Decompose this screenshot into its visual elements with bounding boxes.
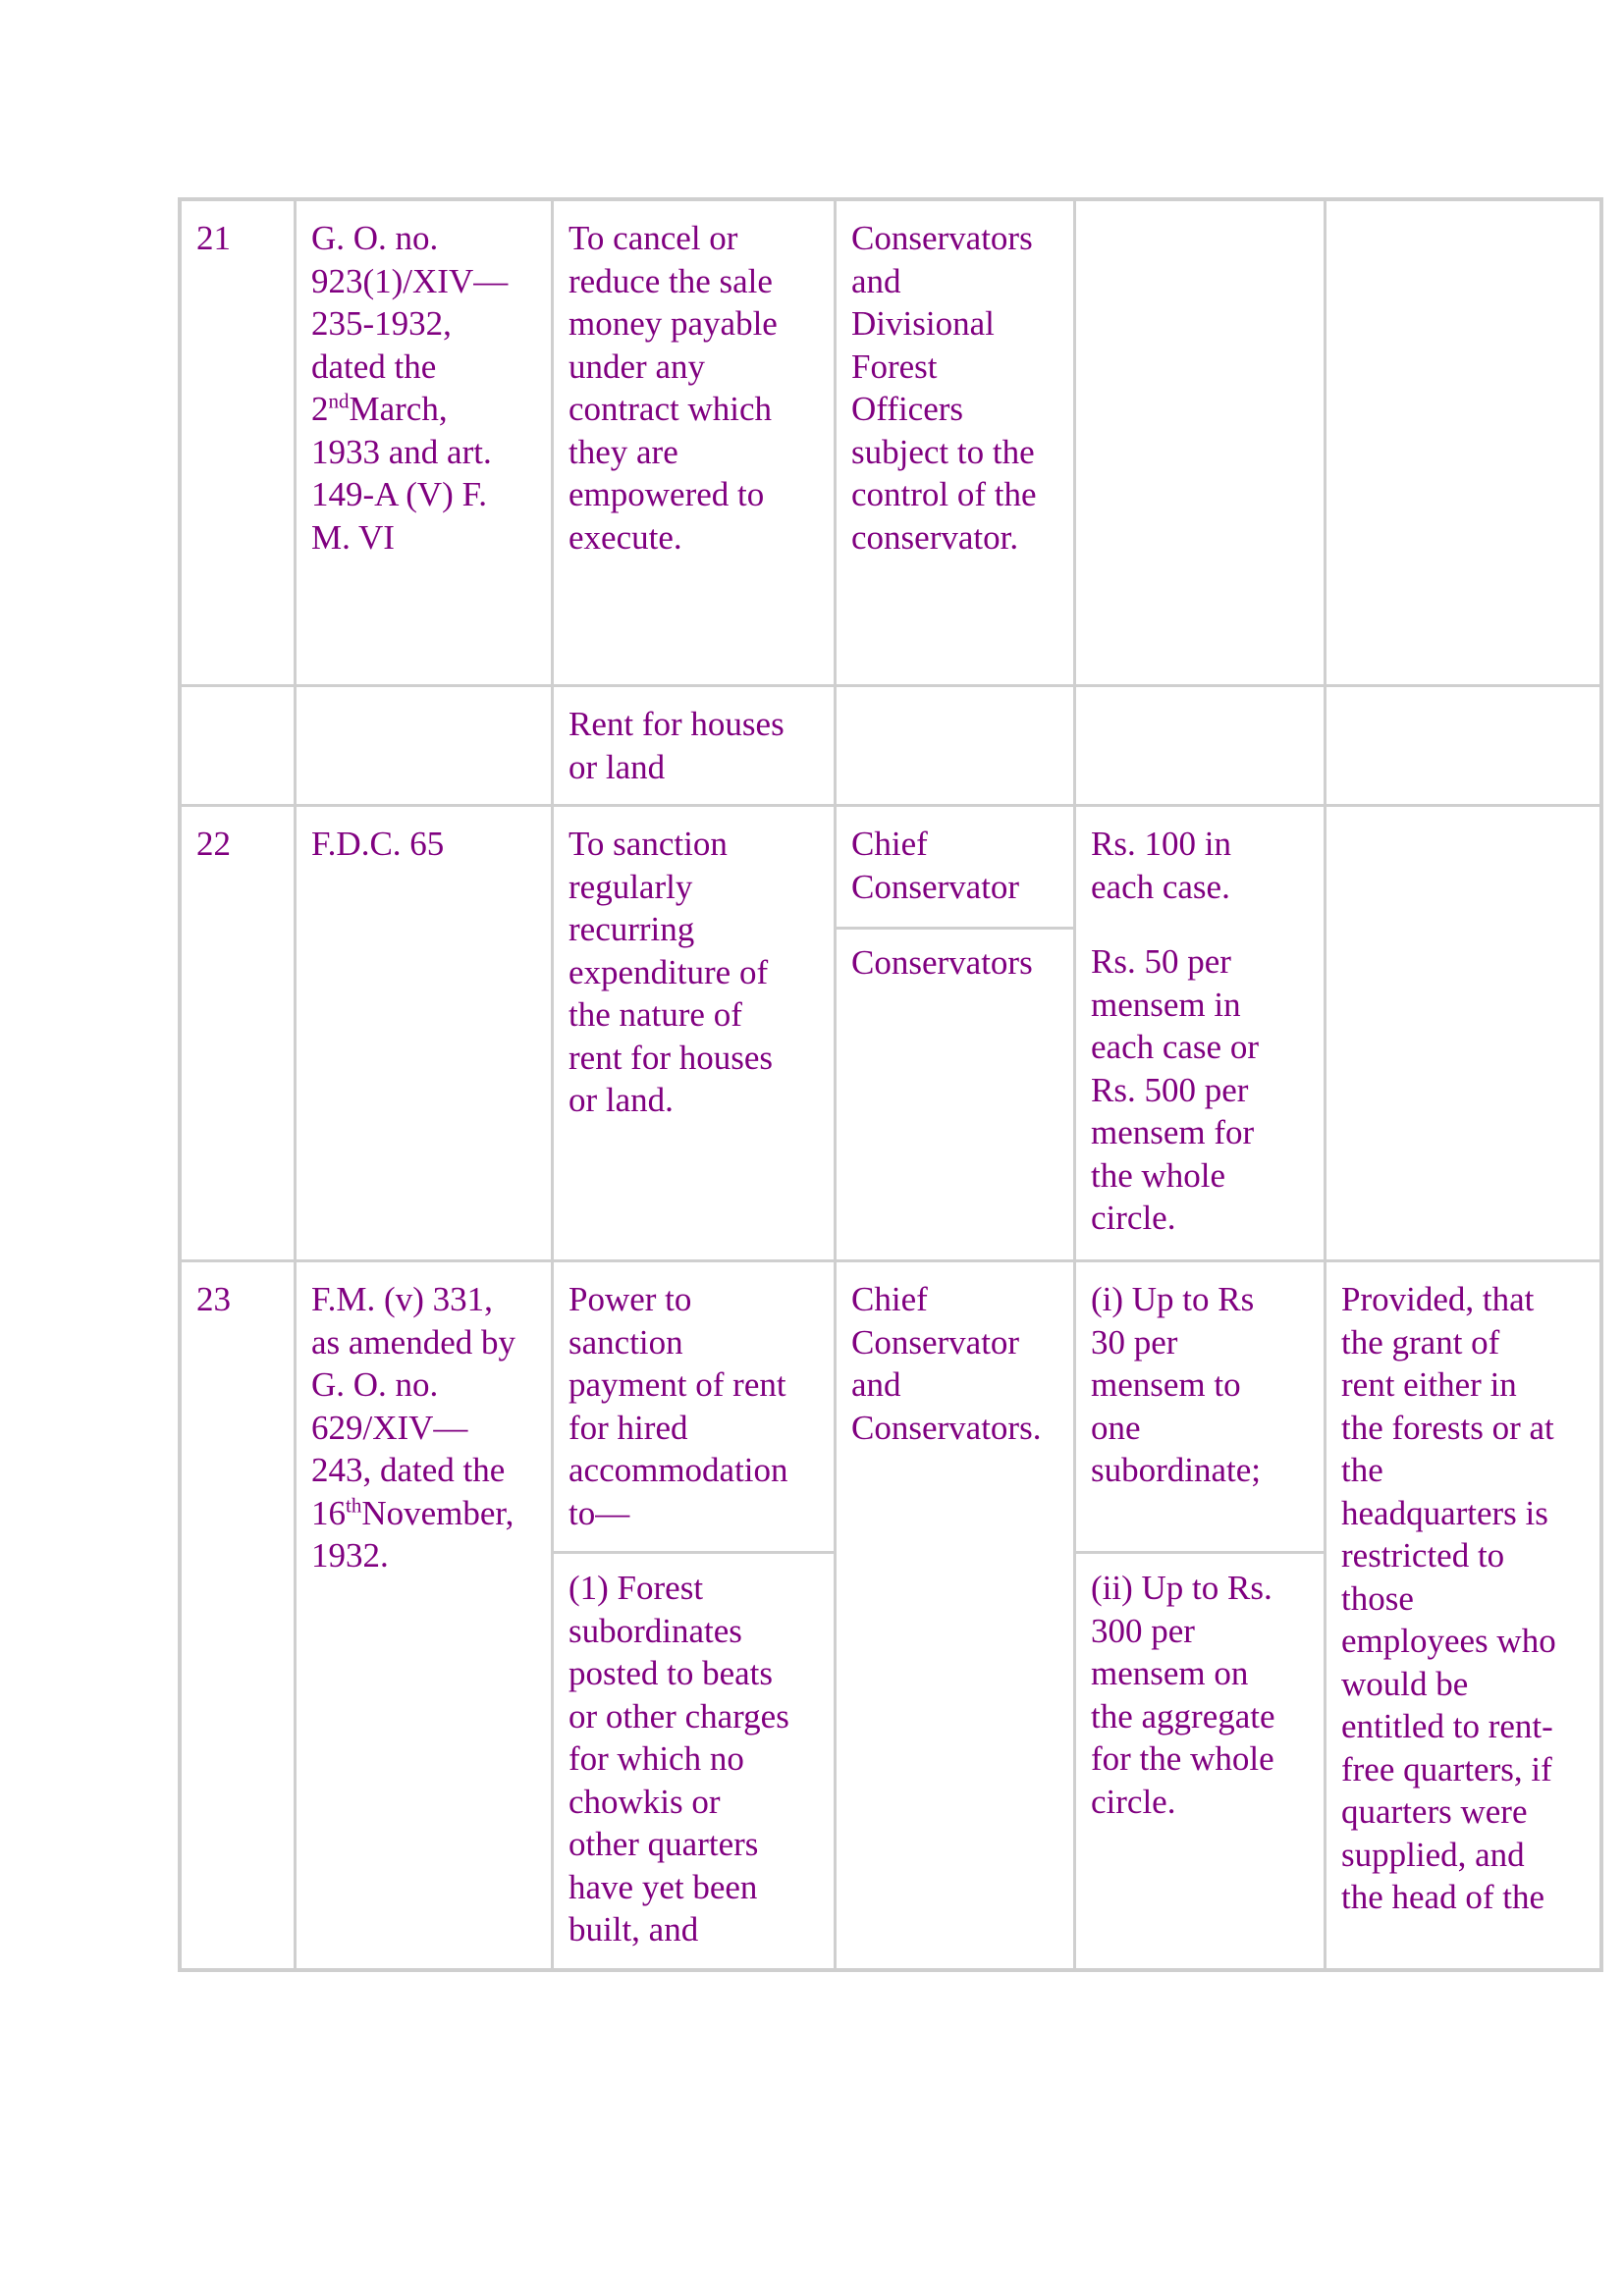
table-cell-number: 21 (180, 199, 296, 686)
table-cell-number (180, 685, 296, 806)
table-cell-remarks (1325, 199, 1601, 686)
table-cell-nature-of-power: Power to sanction payment of rent for hired accommodation to— (552, 1260, 836, 1553)
table-cell-remarks (1325, 685, 1601, 806)
table-cell-nature-of-power: (1) Forest subordinates posted to beats or other charges for which no chowkis or other quarters have yet been built, and (552, 1552, 836, 1970)
table-cell-extent: (ii) Up to Rs. 300 per mensem on the aggregate for the whole circle. (1074, 1552, 1326, 1970)
table-cell-nature-of-power: To sanction regularly recurring expenditure of the nature of rent for houses or land. (552, 805, 836, 1261)
table-cell-extent: Rs. 100 in each case. Rs. 50 per mensem in each case or Rs. 500 per mensem for the whole circle. (1074, 805, 1326, 1261)
table-cell-authority: Chief Conservator (835, 805, 1075, 929)
table-cell-reference: G. O. no. 923(1)/XIV— 235-1932, dated the 2ndMarch, 1933 and art. 149-A (V) F. M. VI (295, 199, 553, 686)
table-cell-extent (1074, 685, 1326, 806)
table-cell-authority (835, 685, 1075, 806)
table-cell-reference: F.D.C. 65 (295, 805, 553, 1261)
table-cell-number: 22 (180, 805, 296, 1261)
table-cell-extent (1074, 199, 1326, 686)
ordinal-superscript: th (346, 1492, 362, 1517)
section-heading-cell: Rent for houses or land (552, 685, 836, 806)
table-cell-extent: (i) Up to Rs 30 per mensem to one subordinate; (1074, 1260, 1326, 1553)
table-cell-remarks (1325, 805, 1601, 1261)
table-cell-nature-of-power: To cancel or reduce the sale money payable under any contract which they are empowered to execute. (552, 199, 836, 686)
table-cell-reference: F.M. (v) 331, as amended by G. O. no. 629/XIV— 243, dated the 16thNovember, 1932. (295, 1260, 553, 1970)
ordinal-superscript: nd (328, 389, 350, 413)
table-cell-remarks: Provided, that the grant of rent either in the forests or at the headquarters is restricted to those employees who would be entitled to rent- free quarters, if quarters were supplied, and the head of the (1325, 1260, 1601, 1970)
table-cell-authority: Chief Conservator and Conservators. (835, 1260, 1075, 1970)
table-cell-number: 23 (180, 1260, 296, 1970)
table-cell-reference (295, 685, 553, 806)
table-cell-authority: Conservators and Divisional Forest Officers subject to the control of the conservator. (835, 199, 1075, 686)
table-cell-authority: Conservators (835, 928, 1075, 1261)
